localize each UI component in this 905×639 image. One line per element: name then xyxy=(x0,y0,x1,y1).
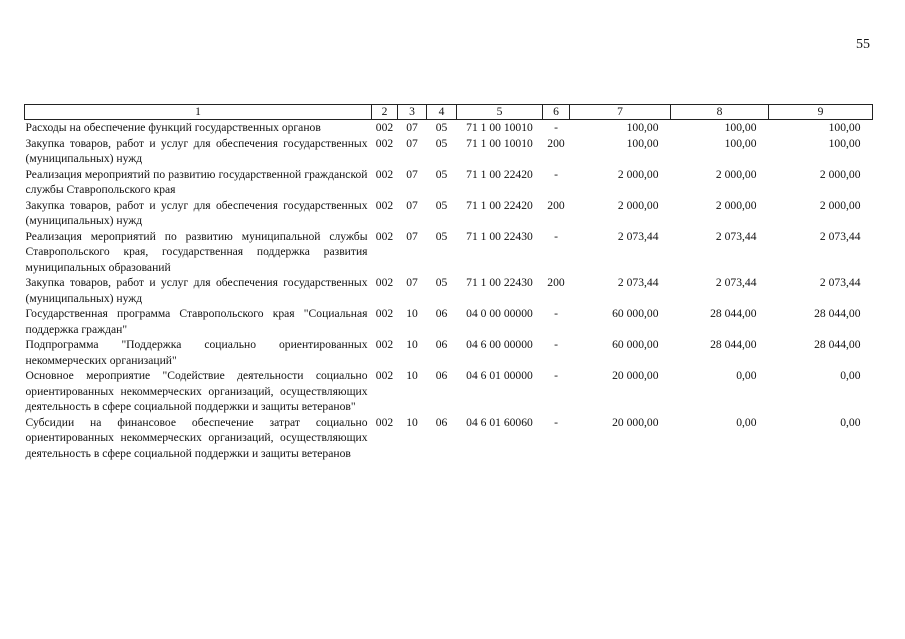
subsection-code: 06 xyxy=(435,338,448,351)
amount-col-9: 2 000,00 xyxy=(819,167,861,181)
target-article-code: 04 0 00 00000 xyxy=(466,307,533,320)
amount-col-7: 20 000,00 xyxy=(612,415,659,429)
table-row xyxy=(25,306,873,337)
section-code: 07 xyxy=(406,229,418,243)
ministry-code: 002 xyxy=(375,136,394,150)
subsection-code: 05 xyxy=(435,276,448,289)
expense-type-code: 200 xyxy=(547,276,565,289)
subsection-code: 06 xyxy=(435,415,448,429)
amount-col-7: 60 000,00 xyxy=(612,338,659,351)
ministry-code: 002 xyxy=(375,338,394,351)
table-row xyxy=(25,198,873,229)
row-description: Закупка товаров, работ и услуг для обеспечения государственных (муниципальных) нужд xyxy=(25,198,368,227)
row-description: Субсидии на финансовое обеспечение затрат социально ориентированных некоммерческих организаций, осуществляющих деятельность в сфере социальной поддержки и защиты ветеранов xyxy=(25,415,368,460)
table-row xyxy=(25,120,873,136)
column-header: 3 xyxy=(398,105,427,120)
amount-col-9: 2 000,00 xyxy=(819,198,861,212)
amount-col-8: 2 073,44 xyxy=(715,276,757,289)
target-article-code: 71 1 00 22430 xyxy=(466,276,533,289)
row-description: Государственная программа Ставропольского края "Социальная поддержка граждан" xyxy=(25,307,368,336)
section-code: 07 xyxy=(406,167,418,181)
table-row xyxy=(25,136,873,167)
table-row xyxy=(25,229,873,276)
budget-table xyxy=(24,104,873,461)
amount-col-9: 28 044,00 xyxy=(814,307,861,320)
row-description: Расходы на обеспечение функций государственных органов xyxy=(25,121,321,134)
subsection-code: 06 xyxy=(435,369,448,382)
section-code: 10 xyxy=(406,369,418,382)
ministry-code: 002 xyxy=(375,276,394,289)
column-header: 1 xyxy=(25,105,372,120)
target-article-code: 04 6 01 60060 xyxy=(466,415,533,429)
amount-col-8: 28 044,00 xyxy=(710,338,757,351)
ministry-code: 002 xyxy=(375,121,394,134)
ministry-code: 002 xyxy=(375,369,394,382)
table-row xyxy=(25,167,873,198)
target-article-code: 71 1 00 22420 xyxy=(466,198,533,212)
ministry-code: 002 xyxy=(375,167,394,181)
column-header: 7 xyxy=(570,105,671,120)
subsection-code: 05 xyxy=(435,136,448,150)
section-code: 10 xyxy=(406,307,418,320)
row-description: Реализация мероприятий по развитию государственной гражданской службы Ставропольского края xyxy=(25,167,368,196)
row-description: Закупка товаров, работ и услуг для обеспечения государственных (муниципальных) нужд xyxy=(25,276,368,305)
amount-col-7: 100,00 xyxy=(626,136,659,150)
amount-col-7: 2 000,00 xyxy=(617,198,659,212)
expense-type-code: - xyxy=(554,338,558,351)
amount-col-8: 2 073,44 xyxy=(715,229,757,243)
table-row xyxy=(25,275,873,306)
amount-col-9: 2 073,44 xyxy=(819,276,861,289)
table-row xyxy=(25,415,873,462)
target-article-code: 71 1 00 22430 xyxy=(466,229,533,243)
ministry-code: 002 xyxy=(375,415,394,429)
amount-col-9: 100,00 xyxy=(828,136,861,150)
page-number: 55 xyxy=(856,37,870,52)
amount-col-8: 2 000,00 xyxy=(715,198,757,212)
amount-col-9: 0,00 xyxy=(840,415,861,429)
row-description: Закупка товаров, работ и услуг для обеспечения государственных (муниципальных) нужд xyxy=(25,136,368,165)
amount-col-7: 60 000,00 xyxy=(612,307,659,320)
expense-type-code: - xyxy=(554,369,558,382)
target-article-code: 71 1 00 10010 xyxy=(466,136,533,150)
amount-col-8: 0,00 xyxy=(736,369,757,382)
amount-col-9: 2 073,44 xyxy=(819,229,861,243)
amount-col-8: 100,00 xyxy=(724,136,757,150)
target-article-code: 04 6 01 00000 xyxy=(466,369,533,382)
row-description: Подпрограмма "Поддержка социально ориентированных некоммерческих организаций" xyxy=(25,338,368,367)
amount-col-8: 2 000,00 xyxy=(715,167,757,181)
section-code: 07 xyxy=(406,121,418,134)
column-header: 2 xyxy=(372,105,398,120)
amount-col-9: 0,00 xyxy=(840,369,861,382)
target-article-code: 04 6 00 00000 xyxy=(466,338,533,351)
ministry-code: 002 xyxy=(375,307,394,320)
subsection-code: 05 xyxy=(435,121,448,134)
section-code: 07 xyxy=(406,136,418,150)
subsection-code: 05 xyxy=(435,198,448,212)
target-article-code: 71 1 00 22420 xyxy=(466,167,533,181)
column-header: 6 xyxy=(543,105,570,120)
table-header-row xyxy=(25,105,873,120)
expense-type-code: - xyxy=(554,121,558,134)
section-code: 10 xyxy=(406,338,418,351)
expense-type-code: - xyxy=(554,415,558,429)
expense-type-code: - xyxy=(554,229,558,243)
amount-col-7: 100,00 xyxy=(626,121,659,134)
row-description: Основное мероприятие "Содействие деятельности социально ориентированных некоммерческих организаций, осуществляющих деятельность в сфере социальной поддержки и защиты ветеранов" xyxy=(25,369,368,413)
ministry-code: 002 xyxy=(375,229,394,243)
amount-col-7: 2 073,44 xyxy=(617,229,659,243)
column-header: 4 xyxy=(427,105,457,120)
expense-type-code: - xyxy=(554,167,558,181)
amount-col-8: 0,00 xyxy=(736,415,757,429)
column-header: 9 xyxy=(769,105,873,120)
column-header: 8 xyxy=(671,105,769,120)
amount-col-8: 100,00 xyxy=(724,121,757,134)
amount-col-9: 28 044,00 xyxy=(814,338,861,351)
amount-col-8: 28 044,00 xyxy=(710,307,757,320)
amount-col-7: 20 000,00 xyxy=(612,369,659,382)
column-header: 5 xyxy=(457,105,543,120)
section-code: 07 xyxy=(406,276,418,289)
amount-col-7: 2 073,44 xyxy=(617,276,659,289)
expense-type-code: 200 xyxy=(547,198,565,212)
ministry-code: 002 xyxy=(375,198,394,212)
amount-col-9: 100,00 xyxy=(828,121,861,134)
expense-type-code: - xyxy=(554,307,558,320)
expense-type-code: 200 xyxy=(547,136,565,150)
table-body xyxy=(25,120,873,462)
section-code: 07 xyxy=(406,198,418,212)
amount-col-7: 2 000,00 xyxy=(617,167,659,181)
row-description: Реализация мероприятий по развитию муниципальной службы Ставропольского края, государственная поддержка развития муниципальных образований xyxy=(25,229,368,274)
subsection-code: 05 xyxy=(435,229,448,243)
table-row xyxy=(25,368,873,415)
table-row xyxy=(25,337,873,368)
section-code: 10 xyxy=(406,415,418,429)
target-article-code: 71 1 00 10010 xyxy=(466,121,533,134)
subsection-code: 06 xyxy=(435,307,448,320)
subsection-code: 05 xyxy=(435,167,448,181)
